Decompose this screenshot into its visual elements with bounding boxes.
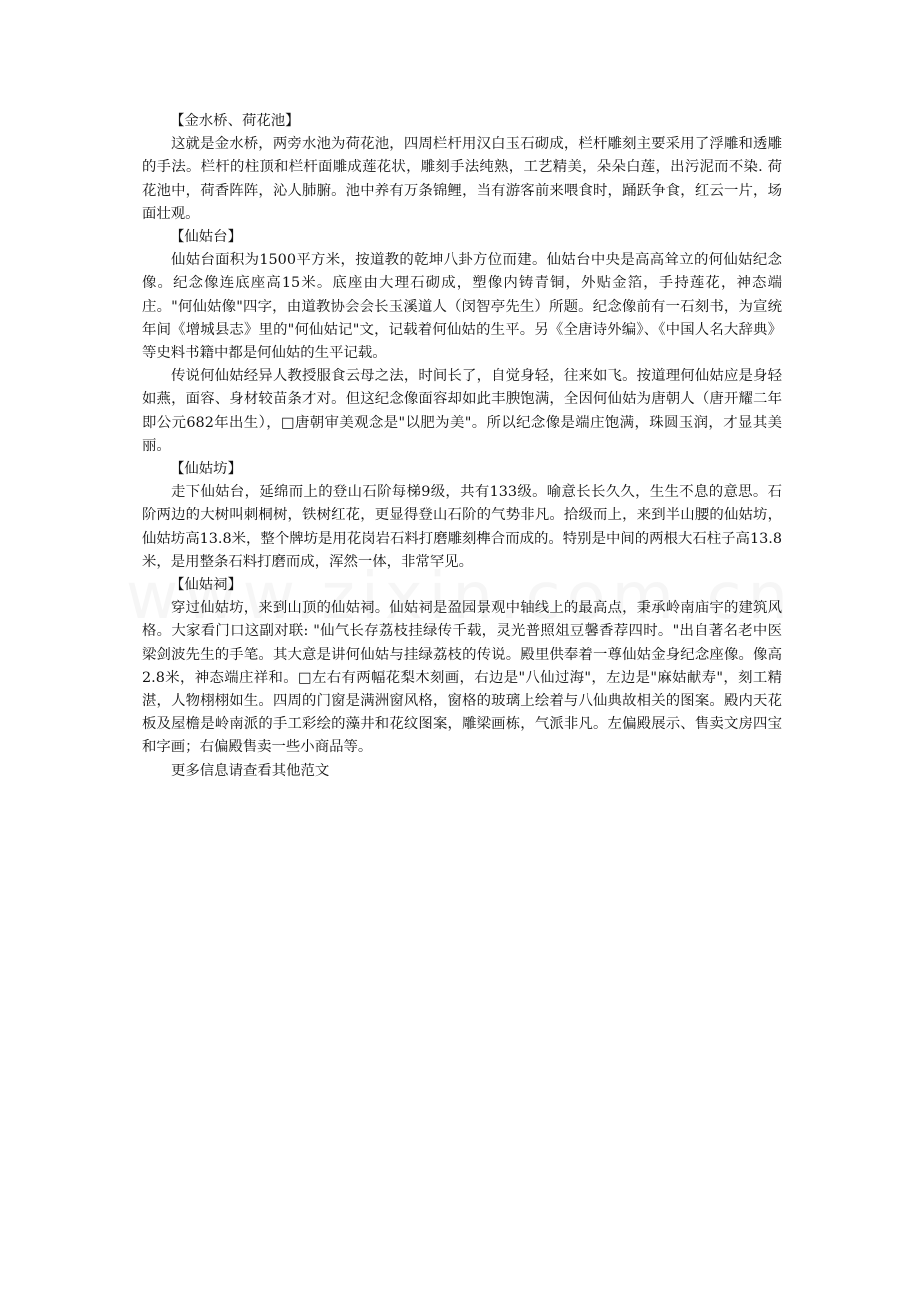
paragraph: 走下仙姑台，延绵而上的登山石阶每梯9级，共有133级。喻意长长久久，生生不息的意思。石阶两边的大树叫刺桐树，铁树红花，更显得登山石阶的气势非凡。拾级而上，来到半山腰的仙姑坊，仙姑坊高13.8米，整个牌坊是用花岗岩石料打磨雕刻榫合而成的。特别是中间的两根大石柱子高13.8米，是用整条石料打磨而成，浑然一体，非常罕见。 <box>142 484 782 570</box>
document-body <box>142 110 782 783</box>
paragraph: 穿过仙姑坊，来到山顶的仙姑祠。仙姑祠是盈园景观中轴线上的最高点，秉承岭南庙宇的建筑风格。大家看门口这副对联: "仙气长存荔枝挂绿传千载，灵光普照俎豆馨香荐四时。"出自著名老中医梁剑波先生的手笔。其大意是讲何仙姑与挂绿荔枝的传说。殿里供奉着一尊仙姑金身纪念座像。像高2.8米，神态端庄祥和。□左右有两幅花梨木刻画，右边是"八仙过海"，左边是"麻姑献寿"，刻工精湛，人物栩栩如生。四周的门窗是满洲窗风格，窗格的玻璃上绘着与八仙典故相关的图案。殿内天花板及屋檐是岭南派的手工彩绘的藻井和花纹图案，雕梁画栋，气派非凡。左偏殿展示、售卖文房四宝和字画；右偏殿售卖一些小商品等。 <box>142 600 782 756</box>
section-xiangu-terrace <box>142 226 782 458</box>
section-heading: 【仙姑坊】 <box>170 461 242 478</box>
paragraph: 仙姑台面积为1500平方米，按道教的乾坤八卦方位而建。仙姑台中央是高高耸立的何仙姑纪念像。纪念像连底座高15米。底座由大理石砌成，塑像内铸青铜，外贴金箔，手持莲花，神态端庄。"何仙姑像"四字，由道教协会会长玉溪道人（闵智亭先生）所题。纪念像前有一石刻书，为宣统年间《增城县志》里的"何仙姑记"文，记载着何仙姑的生平。另《全唐诗外编》、《中国人名大辞典》等史料书籍中都是何仙姑的生平记载。 <box>142 252 782 362</box>
section-heading: 【仙姑台】 <box>170 229 242 246</box>
paragraph: 传说何仙姑经异人教授服食云母之法，时间长了，自觉身轻，往来如飞。按道理何仙姑应是身轻如燕，面容、身材较苗条才对。但这纪念像面容却如此丰腴饱满，全因何仙姑为唐朝人（唐开耀二年即公元682年出生），□唐朝审美观念是"以肥为美"。所以纪念像是端庄饱满，珠圆玉润，才显其美丽。 <box>142 368 782 454</box>
section-jinshui-bridge <box>142 110 782 226</box>
section-heading: 【仙姑祠】 <box>170 577 242 594</box>
more-info-note: 更多信息请查看其他范文 <box>171 762 330 779</box>
paragraph: 这就是金水桥，两旁水池为荷花池，四周栏杆用汉白玉石砌成，栏杆雕刻主要采用了浮雕和透雕的手法。栏杆的柱顶和栏杆面雕成莲花状，雕刻手法纯熟，工艺精美，朵朵白莲，出污泥而不染. 荷花池中，荷香阵阵，沁人肺腑。池中养有万条锦鲤，当有游客前来喂食时，踊跃争食，红云一片，场面壮观。 <box>142 136 782 222</box>
section-xiangu-archway <box>142 458 782 574</box>
section-heading: 【金水桥、荷花池】 <box>170 113 300 129</box>
section-xiangu-temple <box>142 574 782 760</box>
